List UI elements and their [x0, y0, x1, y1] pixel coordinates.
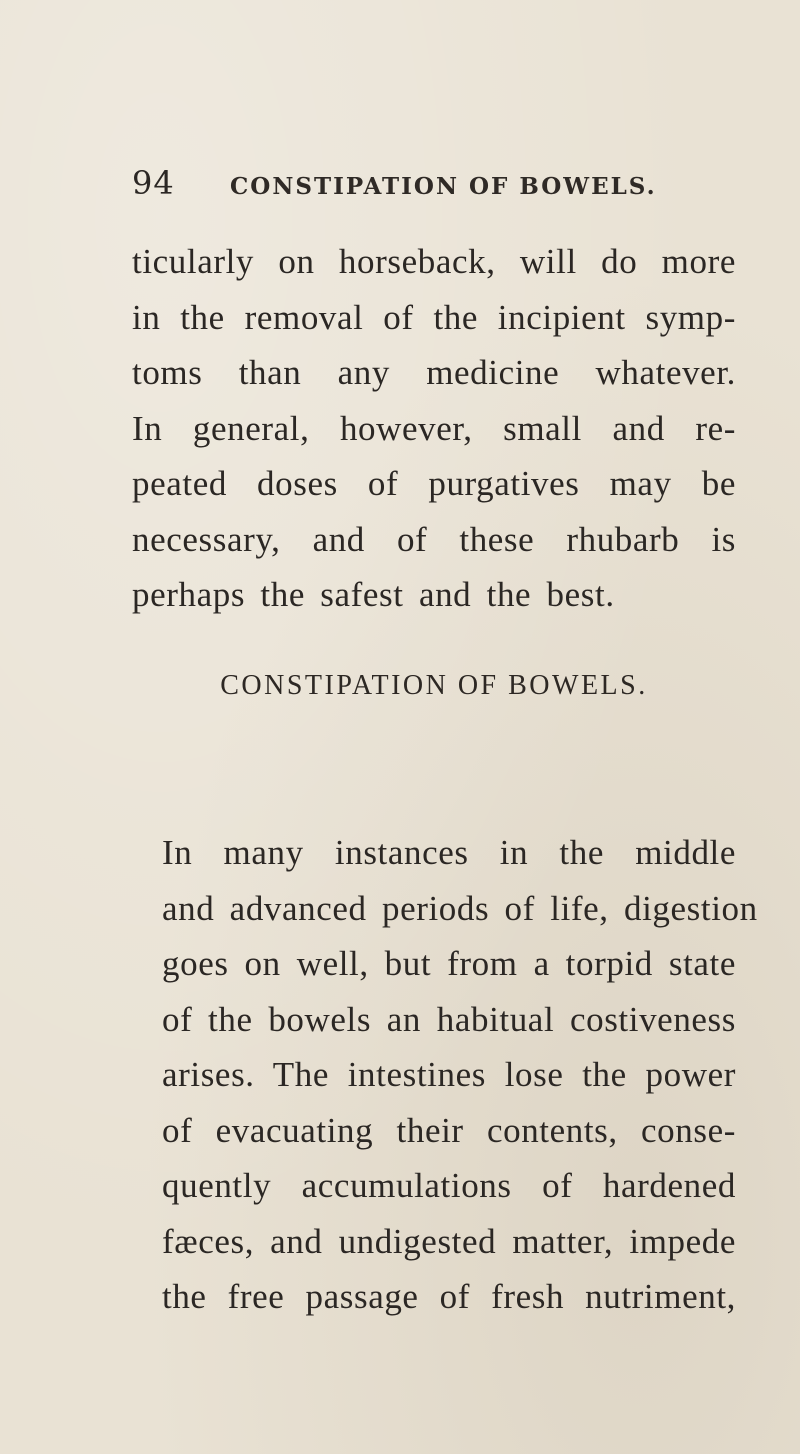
text-line: toms than any medicine whatever.	[132, 353, 736, 392]
text-line: quently accumulations of hardened	[162, 1166, 736, 1205]
paragraph-constipation	[132, 825, 758, 1325]
running-title: CONSTIPATION OF BOWELS.	[230, 173, 657, 200]
text-line: in the removal of the incipient symp-	[132, 297, 736, 337]
text-line: peated doses of purgatives may be	[132, 464, 736, 503]
text-line: In general, however, small and re-	[132, 408, 736, 448]
text-line: necessary, and of these rhubarb is	[132, 519, 736, 559]
text-line: In many instances in the middle	[162, 833, 736, 872]
text-line: fæces, and undigested matter, impede	[162, 1221, 736, 1261]
text-line: ticularly on horseback, will do more	[132, 242, 736, 281]
text-line: perhaps the safest and the best.	[132, 575, 615, 614]
section-heading: CONSTIPATION OF BOWELS.	[220, 670, 648, 701]
text-line: the free passage of fresh nutriment,	[162, 1277, 736, 1316]
paragraph-continuation	[132, 234, 736, 623]
text-line: of evacuating their contents, conse-	[162, 1110, 736, 1150]
text-line: and advanced periods of life, digestion	[162, 888, 758, 928]
text-line: arises. The intestines lose the power	[162, 1055, 736, 1094]
text-line: goes on well, but from a torpid state	[162, 944, 736, 983]
text-line: of the bowels an habitual costiveness	[162, 999, 736, 1039]
page-number: 94	[132, 164, 175, 202]
running-head	[132, 164, 752, 208]
